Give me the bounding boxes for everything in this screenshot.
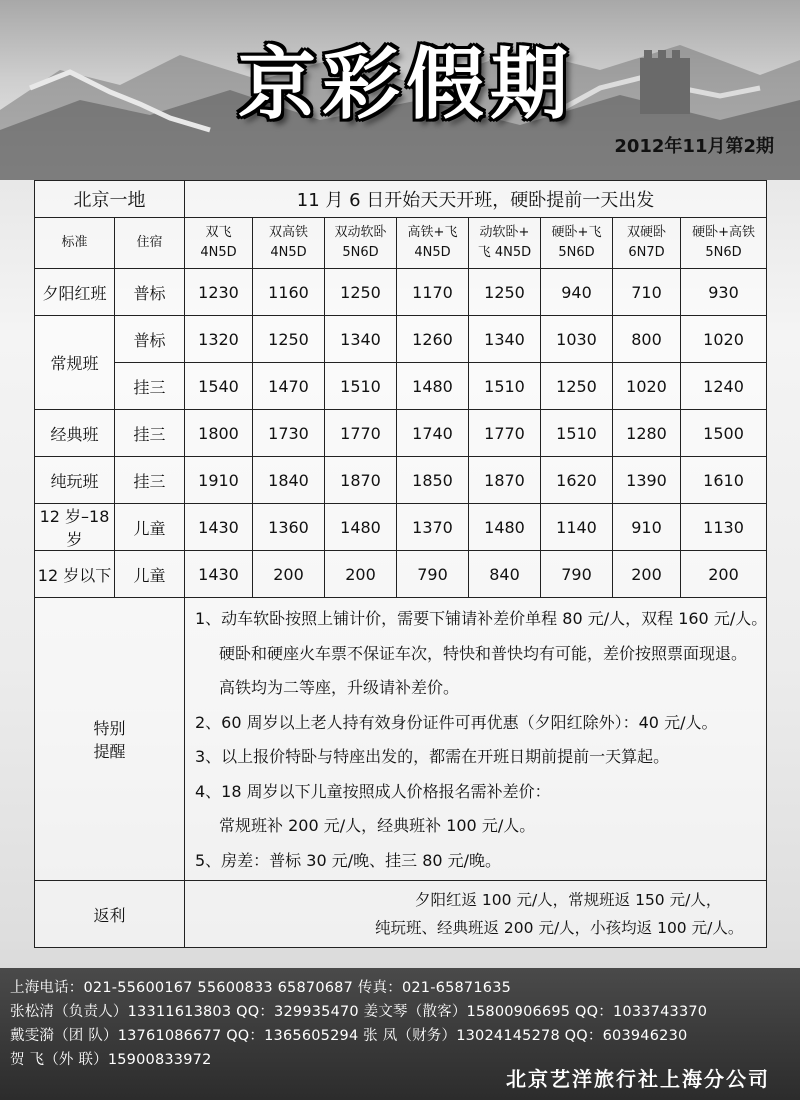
standard-header: 标准 bbox=[35, 218, 115, 269]
price-cell: 1390 bbox=[613, 457, 681, 504]
price-cell: 1020 bbox=[681, 316, 767, 363]
price-cell: 200 bbox=[325, 551, 397, 598]
price-cell: 1770 bbox=[469, 410, 541, 457]
region-cell: 北京一地 bbox=[35, 181, 185, 218]
price-cell: 1850 bbox=[397, 457, 469, 504]
price-cell: 1250 bbox=[253, 316, 325, 363]
header-banner bbox=[0, 0, 800, 180]
price-cell: 1870 bbox=[325, 457, 397, 504]
price-cell: 1320 bbox=[185, 316, 253, 363]
company-name: 北京艺洋旅行社上海分公司 bbox=[506, 1067, 770, 1091]
lodging-cell: 普标 bbox=[115, 269, 185, 316]
price-cell: 200 bbox=[681, 551, 767, 598]
price-row bbox=[35, 410, 767, 457]
price-cell: 1840 bbox=[253, 457, 325, 504]
note-line: 3、以上报价特卧与特座出发的，都需在开班日期前提前一天算起。 bbox=[195, 747, 670, 766]
price-cell: 1510 bbox=[541, 410, 613, 457]
standard-cell: 夕阳红班 bbox=[35, 269, 115, 316]
price-cell: 940 bbox=[541, 269, 613, 316]
price-cell: 1430 bbox=[185, 551, 253, 598]
price-cell: 1740 bbox=[397, 410, 469, 457]
price-cell: 1250 bbox=[469, 269, 541, 316]
price-cell: 1510 bbox=[469, 363, 541, 410]
route-header: 双高铁 4N5D bbox=[253, 218, 325, 269]
price-cell: 1610 bbox=[681, 457, 767, 504]
price-cell: 1160 bbox=[253, 269, 325, 316]
standard-cell: 常规班 bbox=[35, 316, 115, 410]
price-cell: 1340 bbox=[469, 316, 541, 363]
price-cell: 1430 bbox=[185, 504, 253, 551]
price-cell: 1030 bbox=[541, 316, 613, 363]
contact-line: 张松清（负责人）13311613803 QQ：329935470 姜文琴（散客）15800906695 QQ：1033743370 bbox=[10, 1004, 708, 1020]
standard-cell: 12 岁以下 bbox=[35, 551, 115, 598]
price-cell: 1140 bbox=[541, 504, 613, 551]
lodging-cell: 普标 bbox=[115, 316, 185, 363]
lodging-cell: 挂三 bbox=[115, 410, 185, 457]
price-cell: 790 bbox=[541, 551, 613, 598]
rebate-line: 纯玩班、经典班返 200 元/人，小孩均返 100 元/人。 bbox=[375, 919, 744, 937]
price-cell: 1510 bbox=[325, 363, 397, 410]
price-cell: 1540 bbox=[185, 363, 253, 410]
lodging-cell: 挂三 bbox=[115, 363, 185, 410]
price-cell: 1370 bbox=[397, 504, 469, 551]
price-cell: 800 bbox=[613, 316, 681, 363]
issue-label: 2012年11月第2期 bbox=[614, 136, 774, 157]
price-cell: 200 bbox=[613, 551, 681, 598]
route-header-row bbox=[35, 218, 767, 269]
route-header: 硬卧+高铁 5N6D bbox=[681, 218, 767, 269]
price-row bbox=[35, 363, 767, 410]
price-cell: 1910 bbox=[185, 457, 253, 504]
price-cell: 1730 bbox=[253, 410, 325, 457]
phone-fax-line: 上海电话：021-55600167 55600833 65870687 传真：021-65871635 bbox=[10, 980, 512, 996]
price-row bbox=[35, 316, 767, 363]
route-header: 双飞 4N5D bbox=[185, 218, 253, 269]
price-cell: 1260 bbox=[397, 316, 469, 363]
price-cell: 1230 bbox=[185, 269, 253, 316]
lodging-cell: 儿童 bbox=[115, 504, 185, 551]
route-header: 双硬卧 6N7D bbox=[613, 218, 681, 269]
lodging-cell: 儿童 bbox=[115, 551, 185, 598]
price-cell: 1770 bbox=[325, 410, 397, 457]
schedule-cell: 11 月 6 日开始天天开班，硬卧提前一天出发 bbox=[185, 181, 767, 218]
contact-line: 戴雯漪（团 队）13761086677 QQ：1365605294 张 凤（财务）13024145278 QQ：603946230 bbox=[10, 1028, 688, 1044]
route-header: 动软卧+ 飞 4N5D bbox=[469, 218, 541, 269]
route-header: 高铁+飞 4N5D bbox=[397, 218, 469, 269]
price-cell: 1870 bbox=[469, 457, 541, 504]
price-cell: 1020 bbox=[613, 363, 681, 410]
lodging-cell: 挂三 bbox=[115, 457, 185, 504]
price-cell: 1480 bbox=[325, 504, 397, 551]
price-table bbox=[34, 180, 767, 948]
price-cell: 840 bbox=[469, 551, 541, 598]
contact-line: 贺 飞（外 联）15900833972 bbox=[10, 1052, 212, 1068]
notes-cell bbox=[185, 598, 767, 881]
route-header: 硬卧+飞 5N6D bbox=[541, 218, 613, 269]
note-line: 高铁均为二等座，升级请补差价。 bbox=[219, 678, 460, 697]
price-row bbox=[35, 551, 767, 598]
note-line: 1、动车软卧按照上铺计价，需要下铺请补差价单程 80 元/人，双程 160 元/人。 bbox=[195, 609, 768, 628]
standard-cell: 经典班 bbox=[35, 410, 115, 457]
price-cell: 1480 bbox=[469, 504, 541, 551]
price-cell: 1130 bbox=[681, 504, 767, 551]
note-line: 4、18 周岁以下儿童按照成人价格报名需补差价： bbox=[195, 781, 551, 801]
price-cell: 200 bbox=[253, 551, 325, 598]
price-cell: 1500 bbox=[681, 410, 767, 457]
price-cell: 1340 bbox=[325, 316, 397, 363]
price-row bbox=[35, 504, 767, 551]
note-line: 2、60 周岁以上老人持有效身份证件可再优惠（夕阳红除外）：40 元/人。 bbox=[195, 712, 718, 732]
price-cell: 1170 bbox=[397, 269, 469, 316]
rebate-line: 夕阳红返 100 元/人，常规班返 150 元/人， bbox=[415, 891, 722, 909]
lodging-header: 住宿 bbox=[115, 218, 185, 269]
contact-footer bbox=[0, 968, 800, 1100]
note-line: 常规班补 200 元/人，经典班补 100 元/人。 bbox=[219, 816, 536, 835]
notes-label: 特别 提醒 bbox=[35, 598, 185, 881]
standard-cell: 12 岁–18 岁 bbox=[35, 504, 115, 551]
note-line: 硬卧和硬座火车票不保证车次，特快和普快均有可能，差价按照票面现退。 bbox=[219, 643, 748, 663]
route-header: 双动软卧 5N6D bbox=[325, 218, 397, 269]
price-cell: 710 bbox=[613, 269, 681, 316]
rebate-label: 返利 bbox=[35, 881, 185, 948]
brand-title: 京彩假期 bbox=[238, 40, 575, 130]
price-cell: 1620 bbox=[541, 457, 613, 504]
price-cell: 790 bbox=[397, 551, 469, 598]
price-cell: 1250 bbox=[325, 269, 397, 316]
price-cell: 1280 bbox=[613, 410, 681, 457]
price-cell: 1470 bbox=[253, 363, 325, 410]
price-cell: 1250 bbox=[541, 363, 613, 410]
price-row bbox=[35, 457, 767, 504]
price-cell: 1800 bbox=[185, 410, 253, 457]
price-cell: 910 bbox=[613, 504, 681, 551]
standard-cell: 纯玩班 bbox=[35, 457, 115, 504]
rebate-cell bbox=[185, 881, 767, 948]
price-cell: 1240 bbox=[681, 363, 767, 410]
price-cell: 1480 bbox=[397, 363, 469, 410]
price-cell: 1360 bbox=[253, 504, 325, 551]
price-cell: 930 bbox=[681, 269, 767, 316]
note-line: 5、房差：普标 30 元/晚、挂三 80 元/晚。 bbox=[195, 850, 502, 870]
price-row bbox=[35, 269, 767, 316]
